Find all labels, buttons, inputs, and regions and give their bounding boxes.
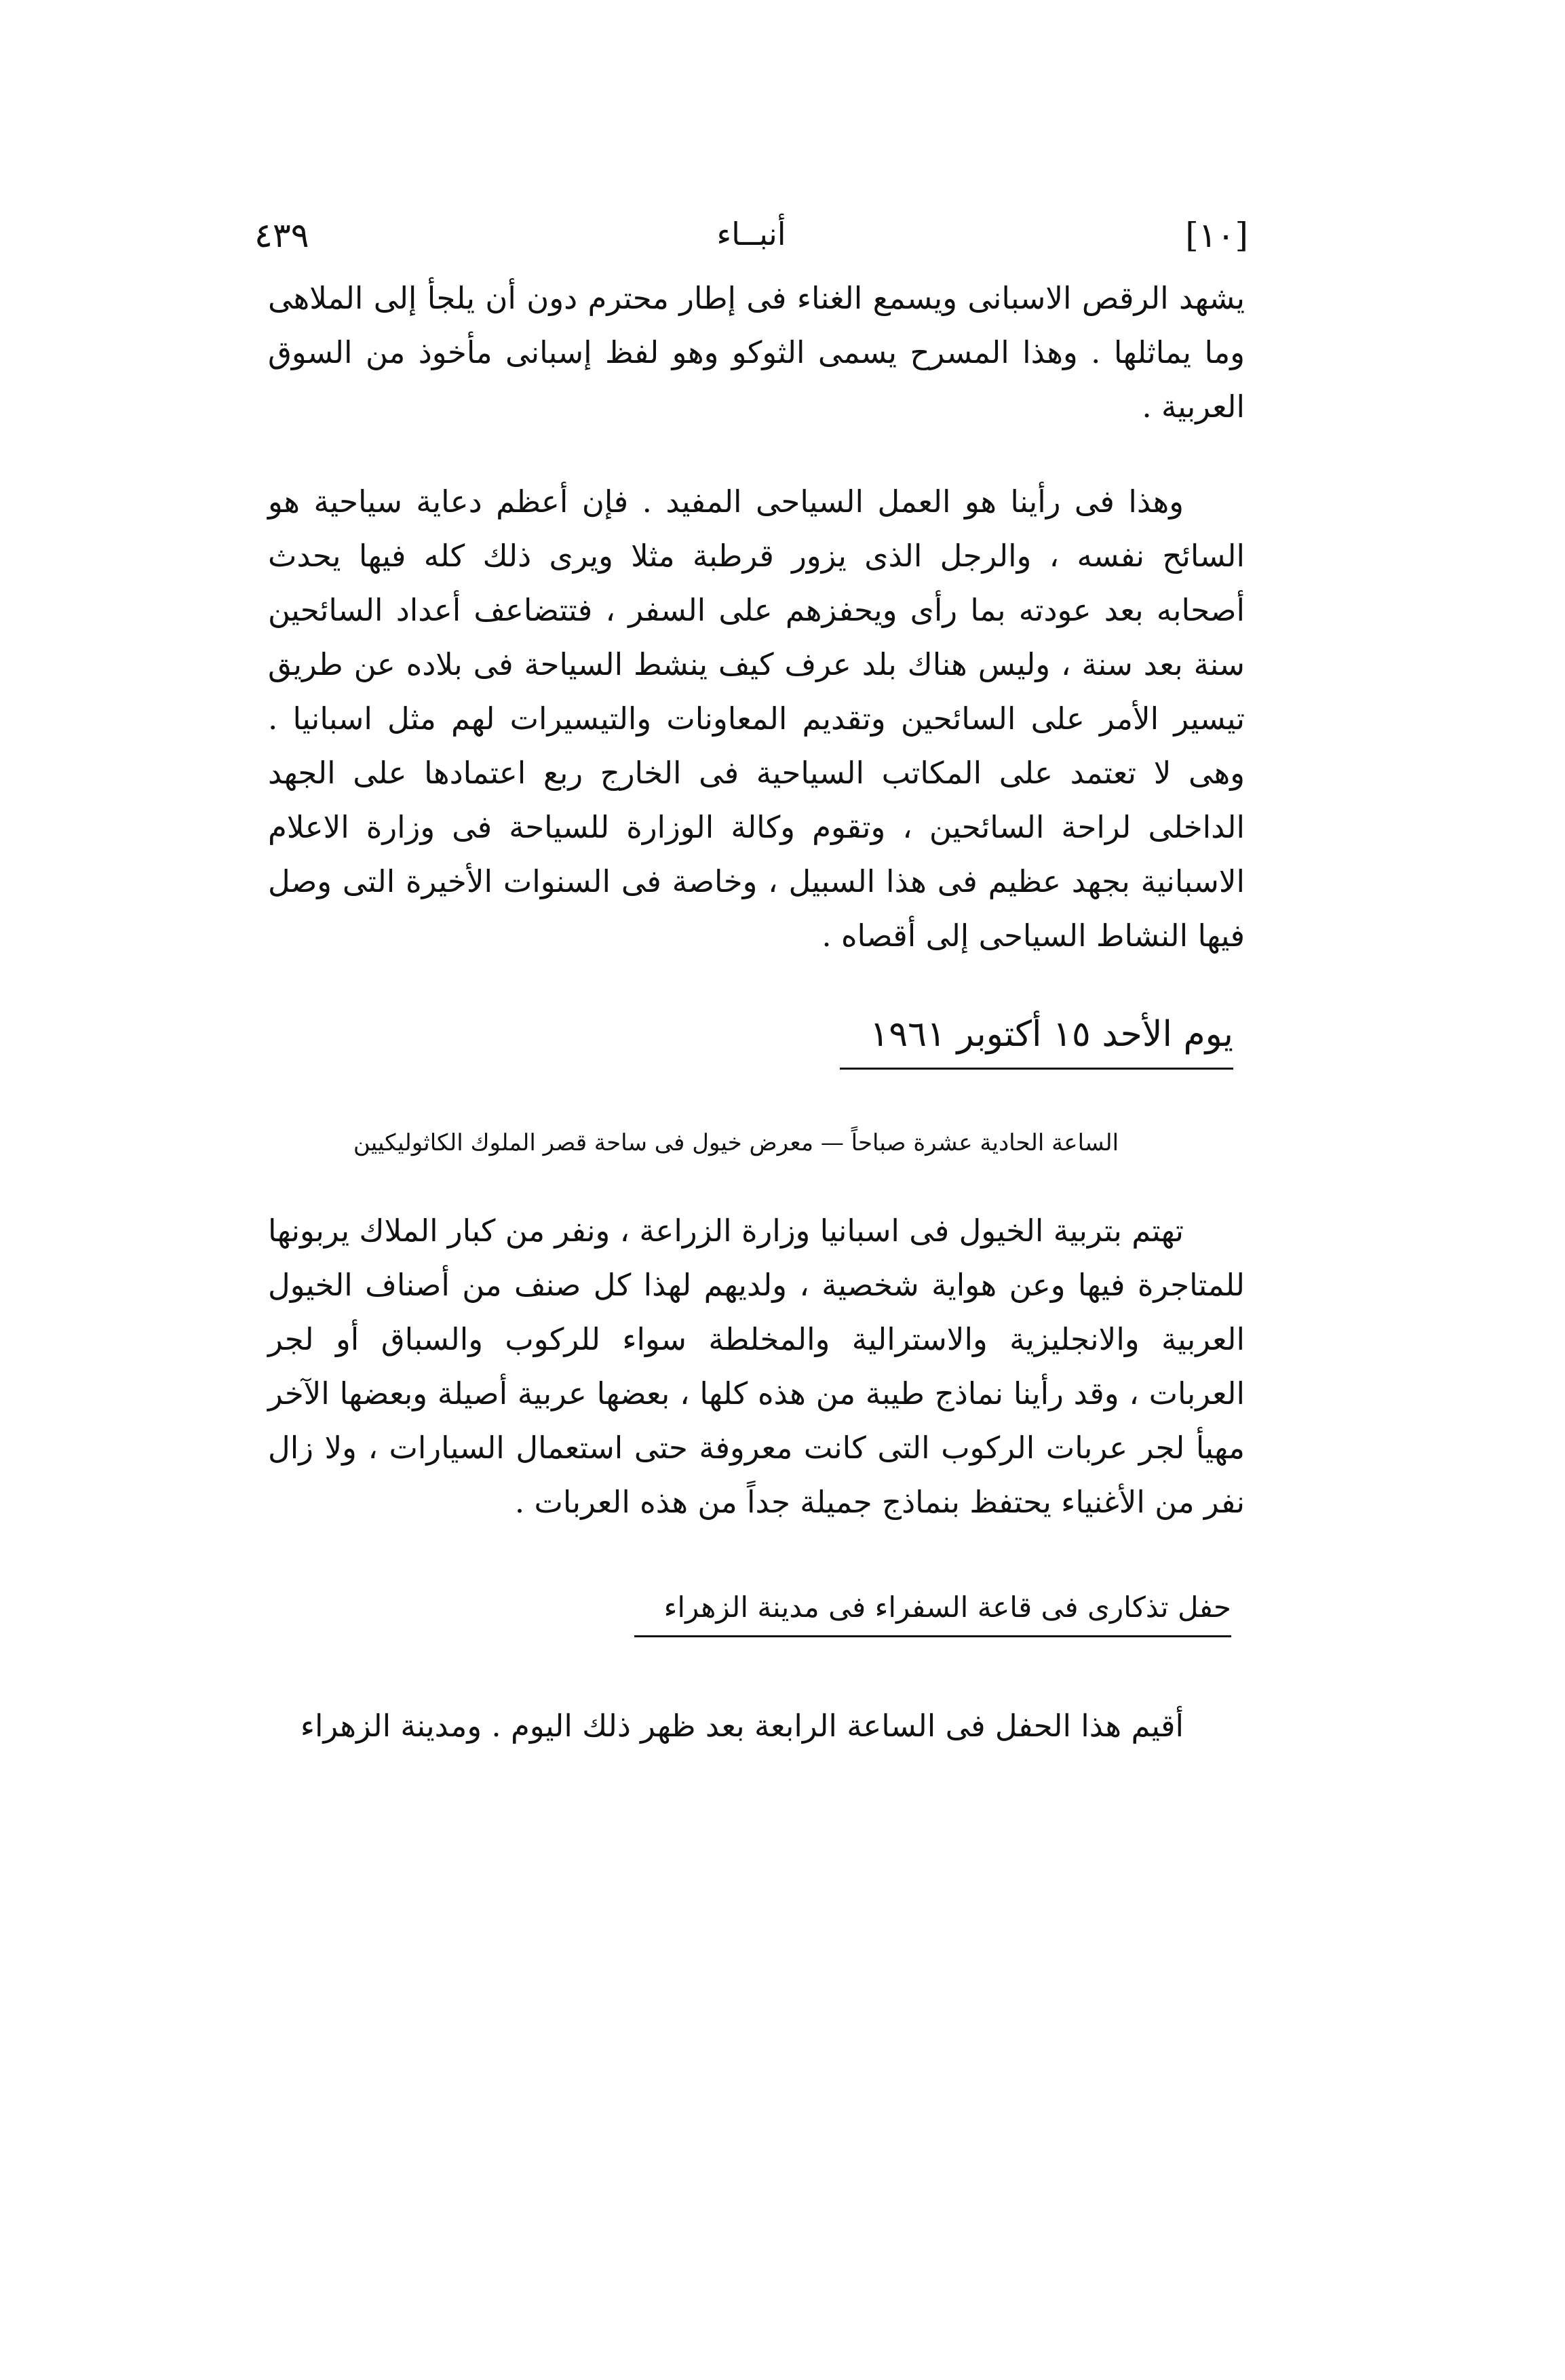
running-title: أنبــاء — [716, 216, 786, 252]
section-number: [١٠] — [1185, 216, 1248, 255]
event-heading-horse-show: الساعة الحادية عشرة صباحاً — معرض خيول فى ساحة قصر الملوك الكاثوليكيين — [353, 1129, 1119, 1156]
event-heading-memorial-ceremony: حفل تذكارى فى قاعة السفراء فى مدينة الزهراء — [634, 1584, 1231, 1637]
paragraph-text: وهذا فى رأينا هو العمل السياحى المفيد . فإن أعظم دعاية سياحية هو السائح نفسه ، والرجل الذى يزور قرطبة مثلا ويرى ذلك كله فيها يحدث أصحابه بعد عودته بما رأى ويحفزهم على السفر ، فتتضاعف أعداد السائحين سنة بعد سنة ، وليس هناك بلد عرف كيف ينشط السياحة فى بلاده عن طريق تيسير الأمر على السائحين وتقديم المعاونات والتيسيرات لهم مثل اسبانيا . وهى لا تعتمد على المكاتب السياحية فى الخارج ربع اعتمادها على الجهد الداخلى لراحة السائحين ، وتقوم وكالة الوزارة للسياحة فى وزارة الاعلام الاسبانية بجهد عظيم فى هذا السبيل ، وخاصة فى السنوات الأخيرة التى وصل فيها النشاط السياحى إلى أقصاه . — [268, 484, 1245, 954]
paragraph-text: أقيم هذا الحفل فى الساعة الرابعة بعد ظهر ذلك اليوم . ومدينة الزهراء — [300, 1708, 1184, 1744]
page-header — [254, 216, 1248, 270]
paragraph-1 — [268, 271, 1245, 434]
paragraph-3 — [268, 1204, 1245, 1529]
paragraph-4 — [268, 1699, 1245, 1753]
paragraph-2 — [268, 475, 1245, 963]
paragraph-text: يشهد الرقص الاسبانى ويسمع الغناء فى إطار محترم دون أن يلجأ إلى الملاهى وما يماثلها . وهذا المسرح يسمى الثوكو وهو لفظ إسبانى مأخوذ من السوق العربية . — [268, 280, 1245, 425]
paragraph-text: تهتم بتربية الخيول فى اسبانيا وزارة الزراعة ، ونفر من كبار الملاك يربونها للمتاجرة فيها وعن هواية شخصية ، ولديهم لهذا كل صنف من أصناف الخيول العربية والانجليزية والاسترالية والمخلطة سواء للركوب والسباق أو لجر العربات ، وقد رأينا نماذج طيبة من هذه كلها ، بعضها عربية أصيلة وبعضها الآخر مهيأ لجر عربات الركوب التى كانت معروفة حتى استعمال السيارات ، ولا زال نفر من الأغنياء يحتفظ بنماذج جميلة جداً من هذه العربات . — [268, 1213, 1245, 1520]
date-heading: يوم الأحد ١٥ أكتوبر ١٩٦١ — [840, 1004, 1233, 1070]
page-number: ٤٣٩ — [254, 216, 309, 255]
